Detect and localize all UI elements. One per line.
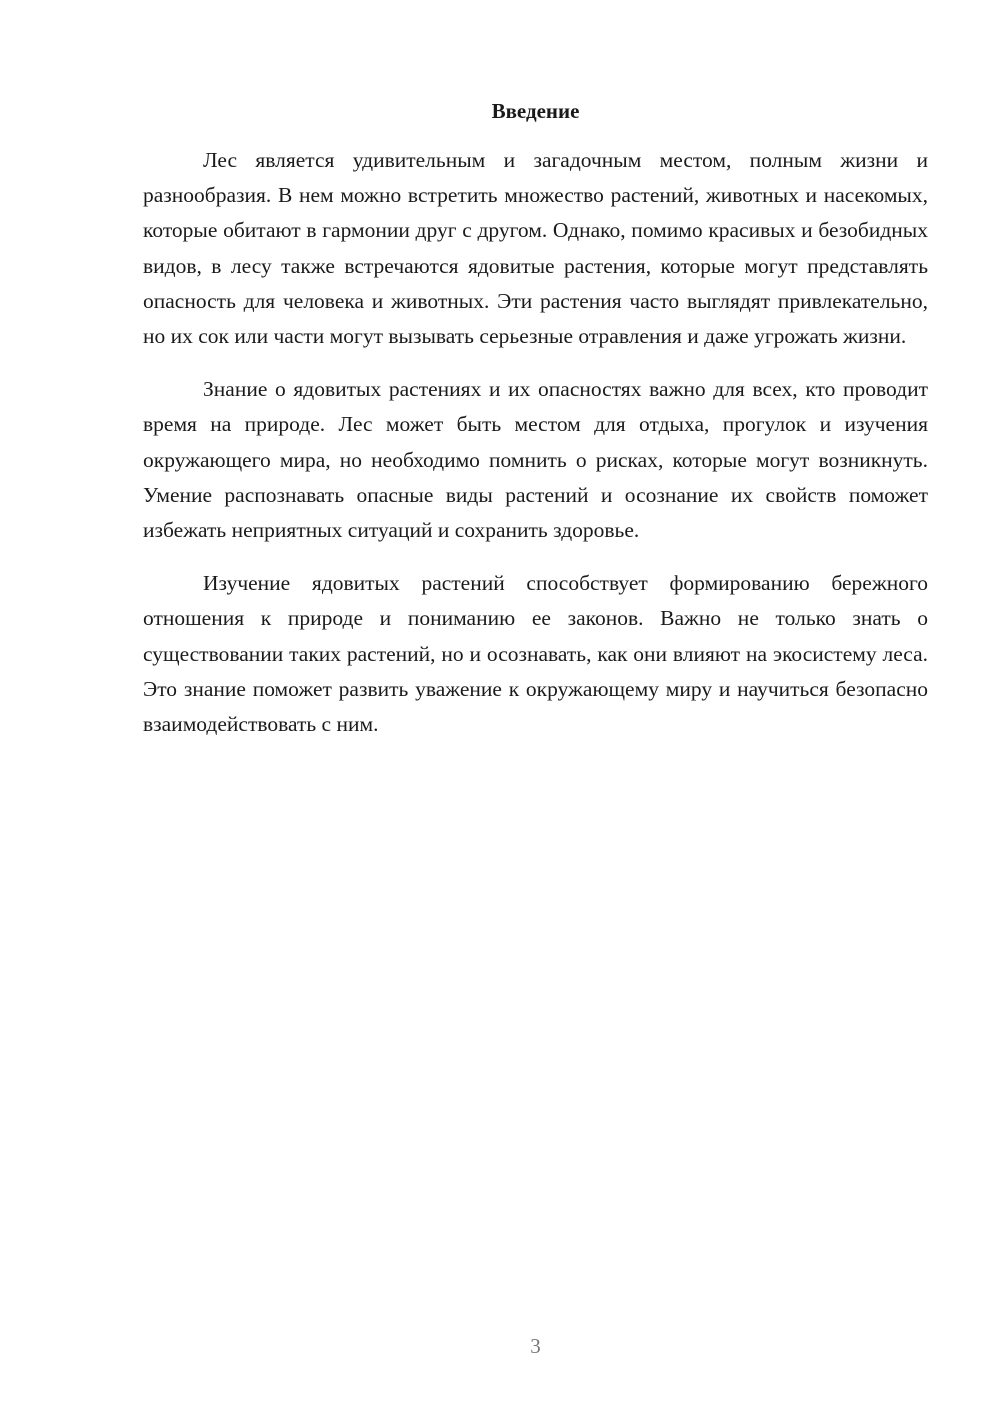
section-heading: Введение bbox=[491, 99, 580, 123]
page-number: 3 bbox=[530, 1334, 541, 1358]
paragraph-2: Знание о ядовитых растениях и их опасностях важно для всех, кто проводит время на природе. Лес может быть местом для отдыха, прогулок и изучения окружающего мира, но необходимо помнить о рисках, которые могут возникнуть. Умение распознавать опасные виды растений и осознание их свойств поможет избежать неприятных ситуаций и сохранить здоровье. bbox=[143, 377, 928, 543]
body-text bbox=[143, 143, 928, 760]
paragraph-3: Изучение ядовитых растений способствует формированию бережного отношения к природе и пониманию ее законов. Важно не только знать о существовании таких растений, но и осознавать, как они влияют на экосистему леса. Это знание поможет развить уважение к окружающему миру и научиться безопасно взаимодействовать с ним. bbox=[143, 571, 928, 737]
paragraph-1: Лес является удивительным и загадочным местом, полным жизни и разнообразия. В нем можно встретить множество растений, животных и насекомых, которые обитают в гармонии друг с другом. Однако, помимо красивых и безобидных видов, в лесу также встречаются ядовитые растения, которые могут представлять опасность для человека и животных. Эти растения часто выглядят привлекательно, но их сок или части могут вызывать серьезные отравления и даже угрожать жизни. bbox=[143, 148, 928, 349]
